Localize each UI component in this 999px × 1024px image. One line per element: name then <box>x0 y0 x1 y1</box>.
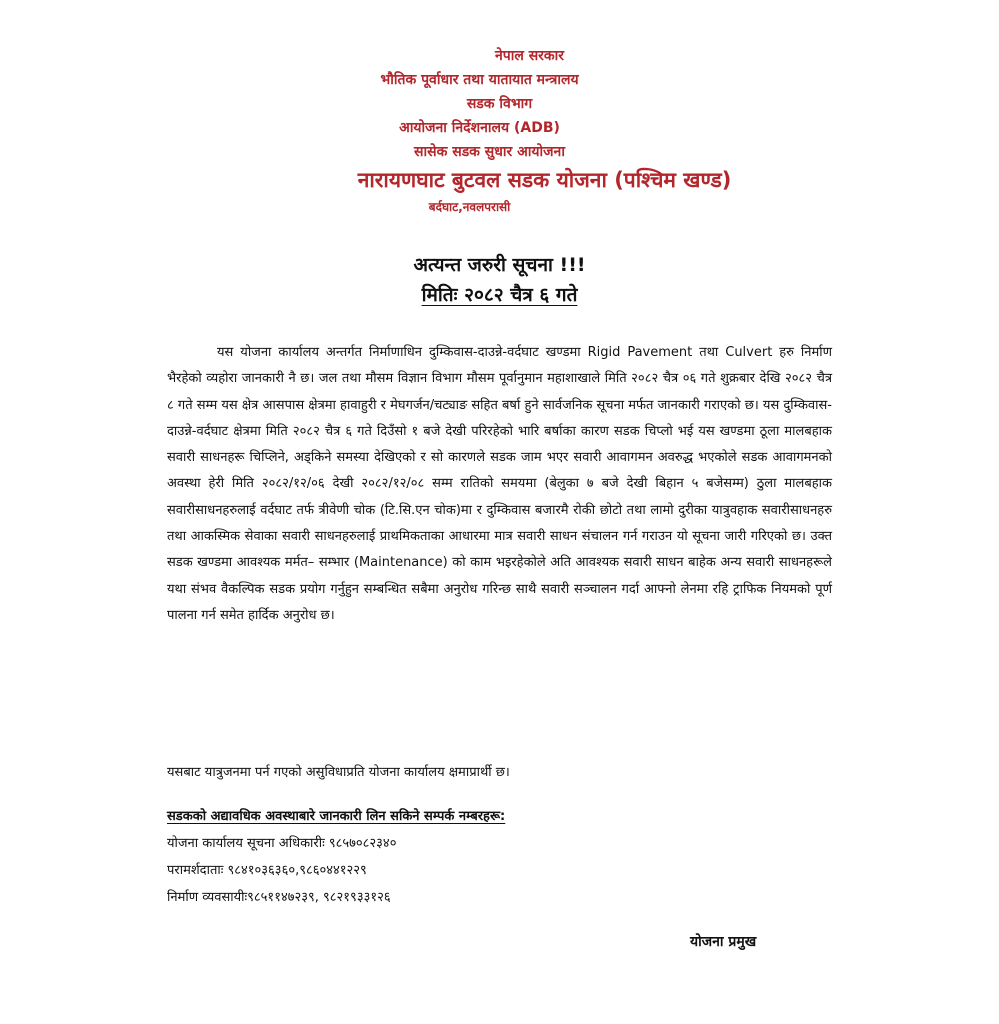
office-location: बर्दघाट,नवलपरासी <box>428 200 511 214</box>
department-name: सडक विभाग <box>466 96 533 112</box>
contact-item: निर्माण व्यवसायीः९८५११४७२३९, ९८२१९३३१२६ <box>167 890 391 905</box>
notice-heading <box>0 250 999 310</box>
notice-date: मितिः २०८२ चैत्र ६ गते <box>421 284 578 306</box>
directorate-name: आयोजना निर्देशनालय (ADB) <box>399 120 560 136</box>
contact-section <box>167 803 832 911</box>
ministry-name: भौतिक पूर्वाधार तथा यातायात मन्त्रालय <box>380 72 579 88</box>
contact-item: योजना कार्यालय सूचना अधिकारीः ९८५७०८२३४० <box>167 836 397 851</box>
notice-title: अत्यन्त जरुरी सूचना !!! <box>413 254 586 276</box>
government-name: नेपाल सरकार <box>494 48 564 64</box>
notice-body-paragraph: यस योजना कार्यालय अन्तर्गत निर्माणाधिन दुम्किवास-दाउन्ने-वर्दघाट खण्डमा Rigid Pavement तथा Culvert हरु निर्माण भैरहेको व्यहोरा जानकारी नै छ। जल तथा मौसम विज्ञान विभाग मौसम पूर्वानुमान महाशाखाले मिति २०८२ चैत्र ०६ गते शुक्रबार देखि २०८२ चैत्र ८ गते सम्म यस क्षेत्र आसपास क्षेत्रमा हावाहुरी र मेघगर्जन/चट्याङ सहित बर्षा हुने सार्वजनिक सूचना मर्फत जानकारी गराएको छ। यस दुम्किवास-दाउन्ने-वर्दघाट क्षेत्रमा मिति २०८२ चैत्र ६ गते दिउँसो १ बजे देखी परिरहेको भारि बर्षाका कारण सडक चिप्लो भई यस खण्डमा ठूला मालबहाक सवारी साधनहरू चिप्लिने, अड्किने समस्या देखिएको र सो कारणले सडक जाम भएर सवारी आवागमन अवरुद्ध भएकोले सडक आवागमनको अवस्था हेरी मिति २०८२/१२/०६ देखी २०८२/१२/०८ सम्म रातिको समयमा (बेलुका ७ बजे देखी बिहान ५ बजेसम्म) ठुला मालबहाक सवारीसाधनहरुलाई वर्दघाट तर्फ त्रीवेणी चोक (टि.सि.एन चोक)मा र दुम्किवास बजारमै रोकी छोटो तथा लामो दुरीका यात्रुवहाक सवारीसाधनहरु तथा आकस्मिक सेवाका सवारी साधनहरुलाई प्राथमिकताका आधारमा मात्र सवारी साधन संचालन गर्न गराउन यो सूचना जारी गरिएको छ। उक्त सडक खण्डमा आवश्यक मर्मत– सम्भार (Maintenance) को काम भइरहेकोले अति आवश्यक सवारी साधन बाहेक अन्य सवारी साधनहरूले यथा संभव वैकल्पिक सडक प्रयोग गर्नुहुन सम्बन्धित सबैमा अनुरोध गरिन्छ साथै सवारी सञ्चालन गर्दा आफ्नो लेनमा रहि ट्राफिक नियमको पूर्ण पालना गर्न समेत हार्दिक अनुरोध छ। <box>167 345 832 623</box>
letterhead <box>0 44 999 218</box>
contact-item: परामर्शदाताः ९८४१०३६३६०,९८६०४४१२२९ <box>167 863 367 878</box>
project-name: नारायणघाट बुटवल सडक योजना (पश्चिम खण्ड) <box>357 168 732 192</box>
project-program-name: सासेक सडक सुधार आयोजना <box>414 144 565 160</box>
contact-heading: सडकको अद्यावधिक अवस्थाबारे जानकारी लिन सकिने सम्पर्क नम्बरहरू: <box>167 809 506 824</box>
apology-paragraph: यसबाट यात्रुजनमा पर्न गएको असुविधाप्रति योजना कार्यालय क्षमाप्रार्थी छ। <box>167 765 510 780</box>
signature-title: योजना प्रमुख <box>690 934 757 950</box>
